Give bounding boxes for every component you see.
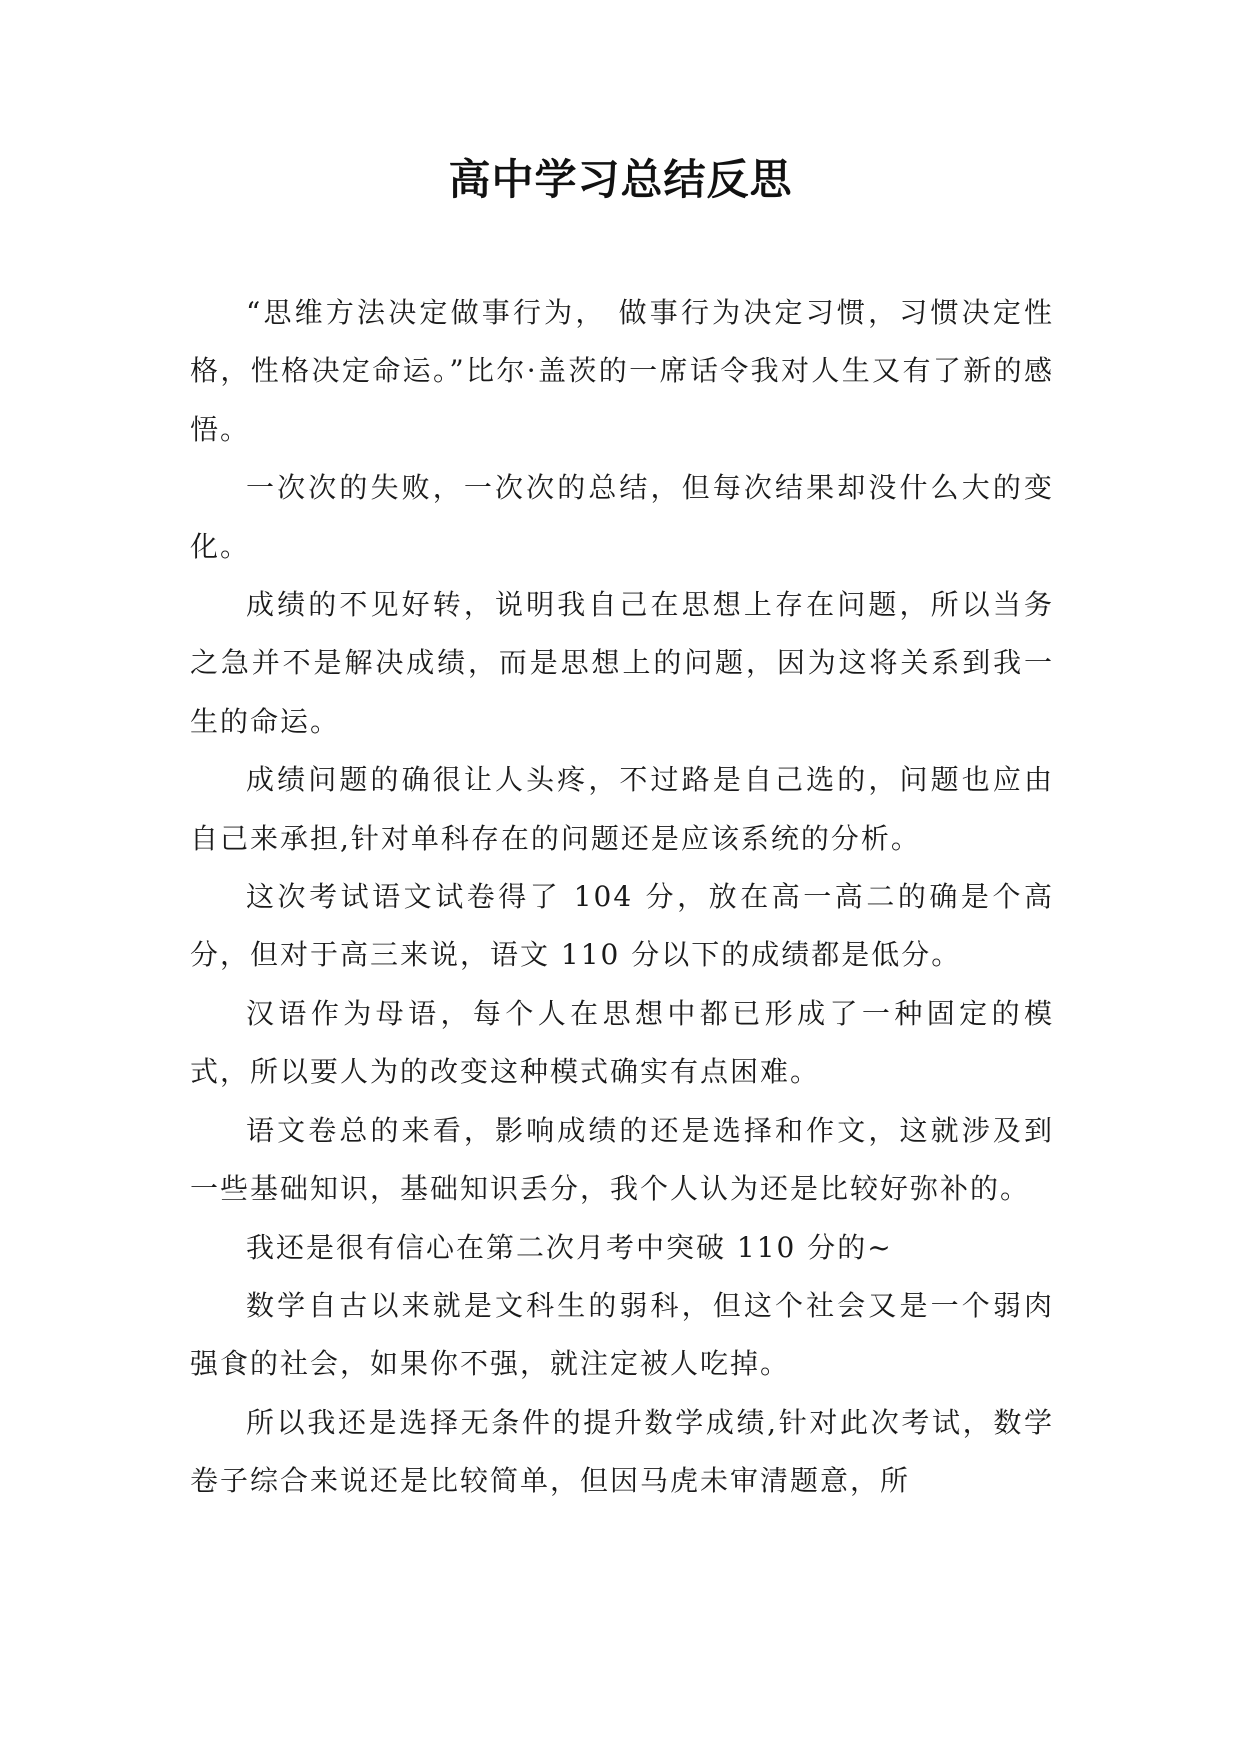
paragraph-2: 一次次的失败，一次次的总结，但每次结果却没什么大的变化。 — [190, 471, 1054, 563]
paragraph-3: 成绩的不见好转，说明我自己在思想上存在问题，所以当务之急并不是解决成绩，而是思想上的问题，因为这将关系到我一生的命运。 — [190, 588, 1054, 738]
paragraph-4: 成绩问题的确很让人头疼，不过路是自己选的，问题也应由自己来承担,针对单科存在的问题还是应该系统的分析。 — [190, 763, 1054, 855]
paragraph-6: 汉语作为母语，每个人在思想中都已形成了一种固定的模式，所以要人为的改变这种模式确实有点困难。 — [190, 996, 1054, 1089]
paragraph-8: 我还是很有信心在第二次月考中突破 110 分的~ — [246, 1230, 893, 1264]
document-title: 高中学习总结反思 — [448, 155, 793, 204]
paragraph-10: 所以我还是选择无条件的提升数学成绩,针对此次考试，数学卷子综合来说还是比较简单，但因马虎未审清题意，所 — [190, 1405, 1054, 1498]
paragraph-1: “思维方法决定做事行为， 做事行为决定习惯，习惯决定性格，性格决定命运。”比尔·盖茨的一席话令我对人生又有了新的感悟。 — [190, 296, 1054, 446]
paragraph-9: 数学自古以来就是文科生的弱科，但这个社会又是一个弱肉强食的社会，如果你不强，就注定被人吃掉。 — [190, 1288, 1054, 1381]
paragraph-5: 这次考试语文试卷得了 104 分，放在高一高二的确是个高分，但对于高三来说，语文 110 分以下的成绩都是低分。 — [190, 880, 1054, 972]
paragraph-7: 语文卷总的来看，影响成绩的还是选择和作文，这就涉及到一些基础知识，基础知识丢分，我个人认为还是比较好弥补的。 — [190, 1113, 1054, 1206]
document-body — [190, 284, 1054, 1511]
